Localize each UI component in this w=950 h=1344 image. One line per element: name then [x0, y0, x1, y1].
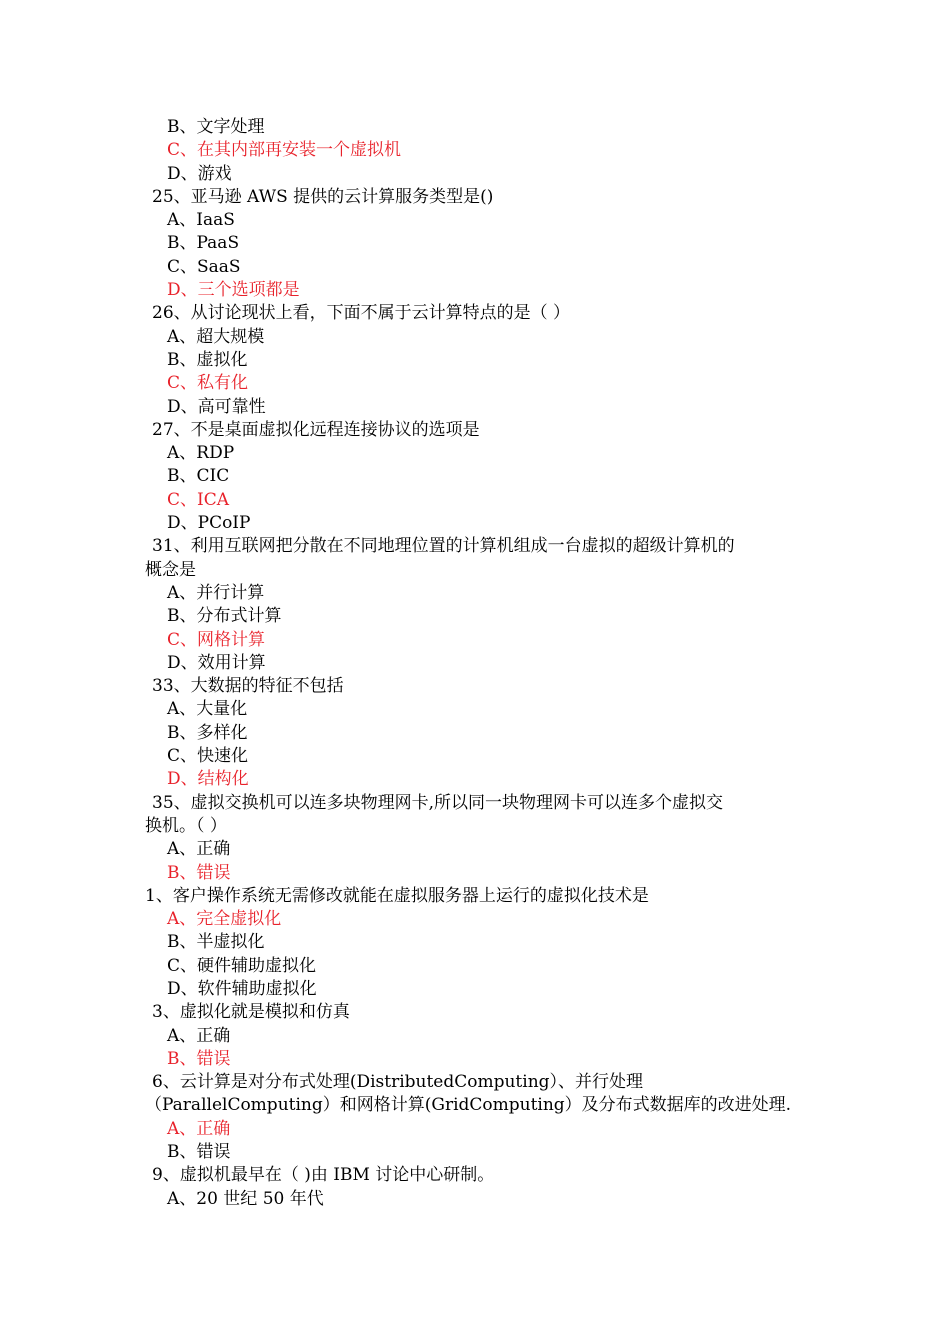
question-text: 6、云计算是对分布式处理(DistributedComputing）、并行处理: [152, 1072, 644, 1093]
answer-option: B、PaaS: [167, 233, 240, 254]
answer-option-correct: C、ICA: [167, 489, 230, 510]
question-text: 25、亚马逊 AWS 提供的云计算服务类型是(): [152, 186, 494, 207]
answer-option-correct: C、网格计算: [167, 629, 266, 650]
answer-option: A、正确: [167, 1025, 231, 1046]
answer-option: B、多样化: [167, 722, 248, 743]
answer-option: D、效用计算: [167, 652, 266, 673]
answer-option-correct: C、在其内部再安装一个虚拟机: [167, 140, 402, 161]
answer-option: B、半虚拟化: [167, 932, 265, 953]
answer-option-correct: D、三个选项都是: [167, 280, 300, 301]
answer-option: D、软件辅助虚拟化: [167, 978, 317, 999]
answer-option: B、分布式计算: [167, 606, 282, 627]
answer-option: C、硬件辅助虚拟化: [167, 955, 317, 976]
answer-option: B、虚拟化: [167, 349, 248, 370]
answer-option: C、SaaS: [167, 256, 241, 277]
answer-option-correct: A、正确: [167, 1118, 231, 1139]
answer-option: A、大量化: [167, 699, 248, 720]
answer-option: A、IaaS: [167, 210, 235, 231]
answer-option: C、快速化: [167, 746, 249, 767]
question-text: 26、从讨论现状上看，下面不属于云计算特点的是（ ）: [152, 303, 571, 324]
question-text-continued: （ParallelComputing）和网格计算(GridComputing）及分布式数据库的改进处理.: [145, 1095, 792, 1116]
answer-option: D、游戏: [167, 163, 232, 184]
answer-option: A、正确: [167, 839, 231, 860]
answer-option: B、文字处理: [167, 117, 265, 137]
question-text: 31、利用互联网把分散在不同地理位置的计算机组成一台虚拟的超级计算机的: [152, 536, 735, 557]
answer-option: D、PCoIP: [167, 513, 251, 534]
answer-option: D、高可靠性: [167, 396, 266, 417]
answer-option-correct: B、错误: [167, 862, 231, 883]
question-text: 35、虚拟交换机可以连多块物理网卡,所以同一块物理网卡可以连多个虚拟交: [152, 792, 724, 813]
question-text: 1、客户操作系统无需修改就能在虚拟服务器上运行的虚拟化技术是: [145, 885, 649, 906]
answer-option-correct: C、私有化: [167, 373, 249, 394]
answer-option-correct: A、完全虚拟化: [167, 909, 282, 930]
question-text: 33、大数据的特征不包括: [152, 676, 344, 697]
question-text: 27、不是桌面虚拟化远程连接协议的选项是: [152, 419, 480, 440]
answer-option: A、超大规模: [167, 326, 265, 347]
answer-option-correct: D、结构化: [167, 769, 249, 790]
answer-option: A、RDP: [167, 443, 235, 464]
answer-option: B、错误: [167, 1142, 231, 1163]
question-text-continued: 换机。（ ）: [145, 815, 227, 836]
document-body: [0, 116, 950, 1211]
answer-option: A、并行计算: [167, 582, 265, 603]
answer-option: A、20 世纪 50 年代: [167, 1188, 324, 1209]
question-text-continued: 概念是: [145, 559, 196, 580]
answer-option-correct: B、错误: [167, 1048, 231, 1069]
answer-option: B、CIC: [167, 466, 230, 487]
question-text: 9、虚拟机最早在（ )由 IBM 讨论中心研制。: [152, 1165, 495, 1186]
question-text: 3、虚拟化就是模拟和仿真: [152, 1002, 350, 1023]
